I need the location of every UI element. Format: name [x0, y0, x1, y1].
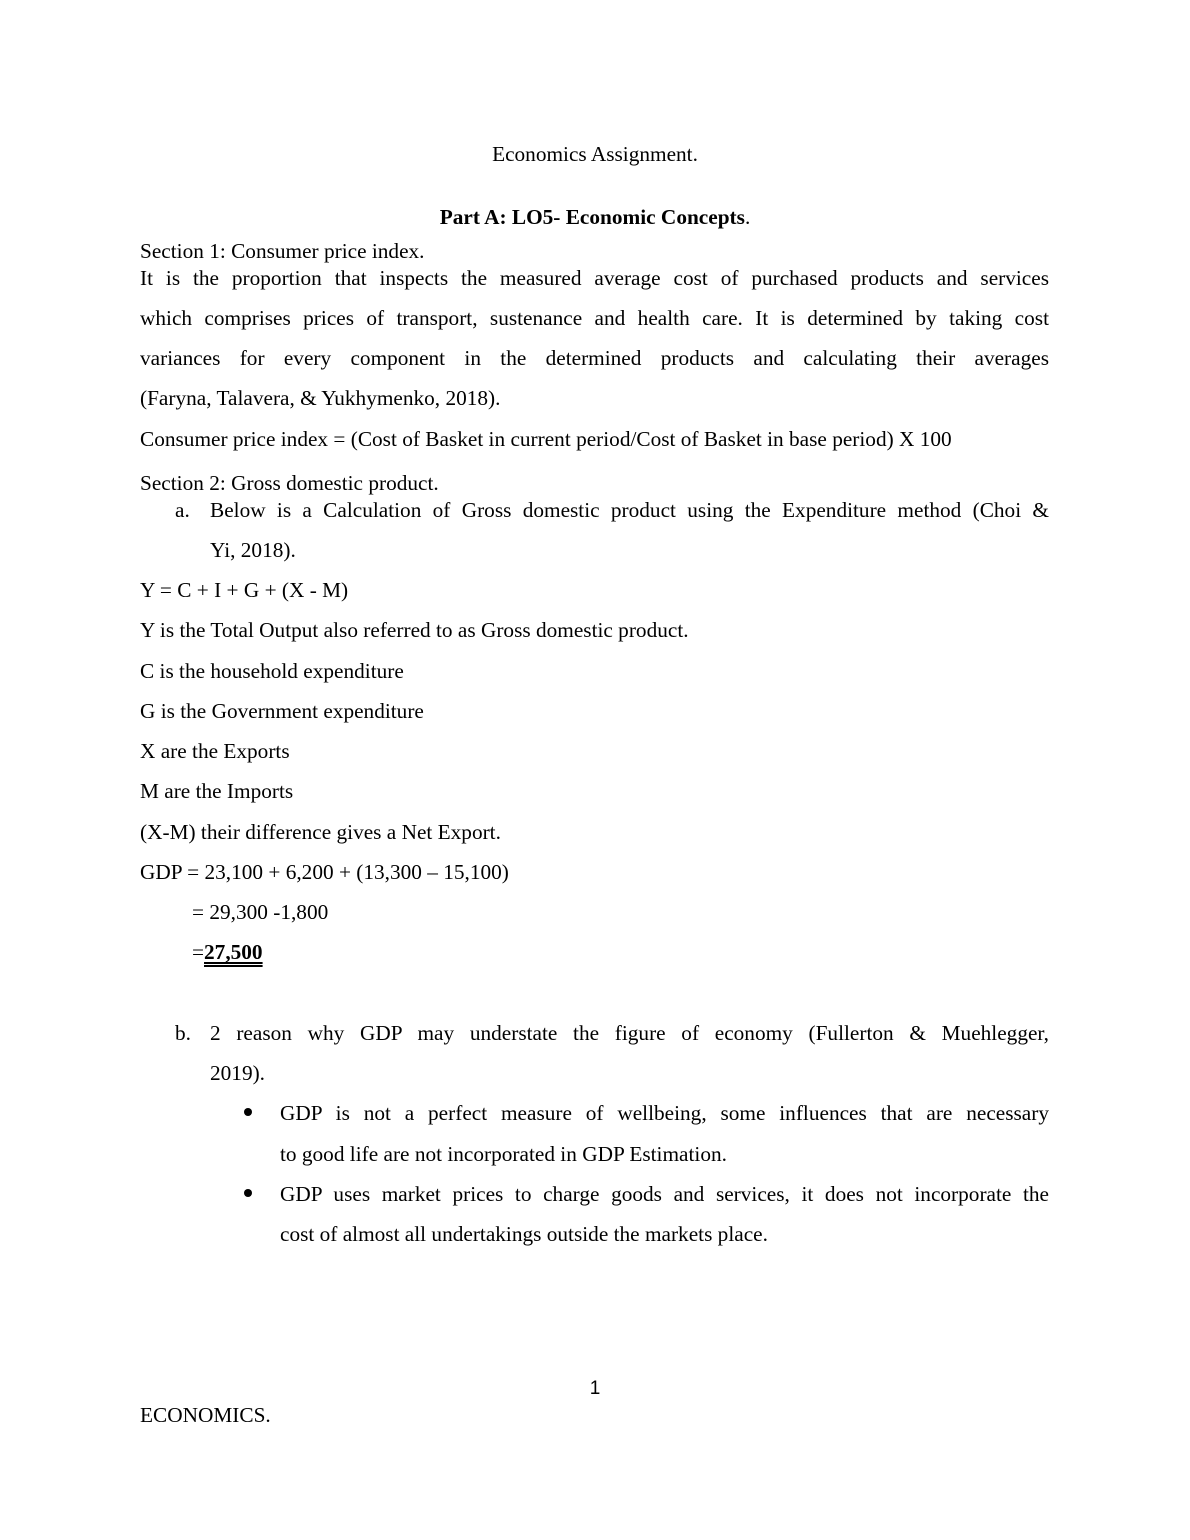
gdp-calc-line: = 29,300 -1,800 — [192, 900, 329, 924]
bullet-line: GDP uses market prices to charge goods and services, it does not incorporate the — [280, 1182, 1049, 1206]
gdp-equation: Y = C + I + G + (X - M) — [140, 578, 349, 602]
gdp-calc-line: GDP = 23,100 + 6,200 + (13,300 – 15,100) — [140, 860, 509, 884]
section1-heading: Section 1: Consumer price index. — [140, 239, 425, 263]
part-heading-text: Part A: LO5- Economic Concepts — [439, 205, 745, 229]
item-b-line: 2019). — [210, 1061, 266, 1085]
gdp-result-prefix: = — [192, 940, 205, 964]
page-number: 1 — [589, 1378, 601, 1399]
item-a-line: Yi, 2018). — [210, 538, 296, 562]
definition-line: X are the Exports — [140, 739, 290, 763]
definition-line: G is the Government expenditure — [140, 699, 424, 723]
running-footer: ECONOMICS. — [140, 1403, 271, 1427]
definition-line: (X-M) their difference gives a Net Export. — [140, 820, 501, 844]
section1-paragraph-line: (Faryna, Talavera, & Yukhymenko, 2018). — [140, 386, 501, 410]
section1-paragraph-line: which comprises prices of transport, sustenance and health care. It is determined by taking cost — [140, 306, 1049, 330]
item-b-line: 2 reason why GDP may understate the figure of economy (Fullerton & Muehlegger, — [210, 1021, 1049, 1045]
part-heading-period: . — [744, 205, 751, 229]
section1-paragraph-line: It is the proportion that inspects the measured average cost of purchased products and services — [140, 266, 1049, 290]
bullet-dot — [244, 1108, 252, 1116]
item-b-marker: b. — [175, 1021, 191, 1045]
bullet-line: to good life are not incorporated in GDP Estimation. — [280, 1142, 727, 1166]
bullet-line: GDP is not a perfect measure of wellbeing, some influences that are necessary — [280, 1101, 1049, 1125]
gdp-result-value: 27,500 — [204, 940, 263, 964]
part-heading — [0, 207, 1190, 228]
definition-line: C is the household expenditure — [140, 659, 404, 683]
document-title: Economics Assignment. — [492, 142, 698, 166]
definition-line: Y is the Total Output also referred to as Gross domestic product. — [140, 618, 689, 642]
item-a-marker: a. — [175, 498, 190, 522]
section2-heading: Section 2: Gross domestic product. — [140, 471, 439, 495]
bullet-dot — [244, 1189, 252, 1197]
item-a-line: Below is a Calculation of Gross domestic product using the Expenditure method (Choi & — [210, 498, 1049, 522]
bullet-line: cost of almost all undertakings outside the markets place. — [280, 1222, 768, 1246]
gdp-result-line — [192, 942, 263, 963]
cpi-formula: Consumer price index = (Cost of Basket in current period/Cost of Basket in base period) X 100 — [140, 427, 952, 451]
section1-paragraph-line: variances for every component in the determined products and calculating their averages — [140, 346, 1049, 370]
definition-line: M are the Imports — [140, 779, 294, 803]
